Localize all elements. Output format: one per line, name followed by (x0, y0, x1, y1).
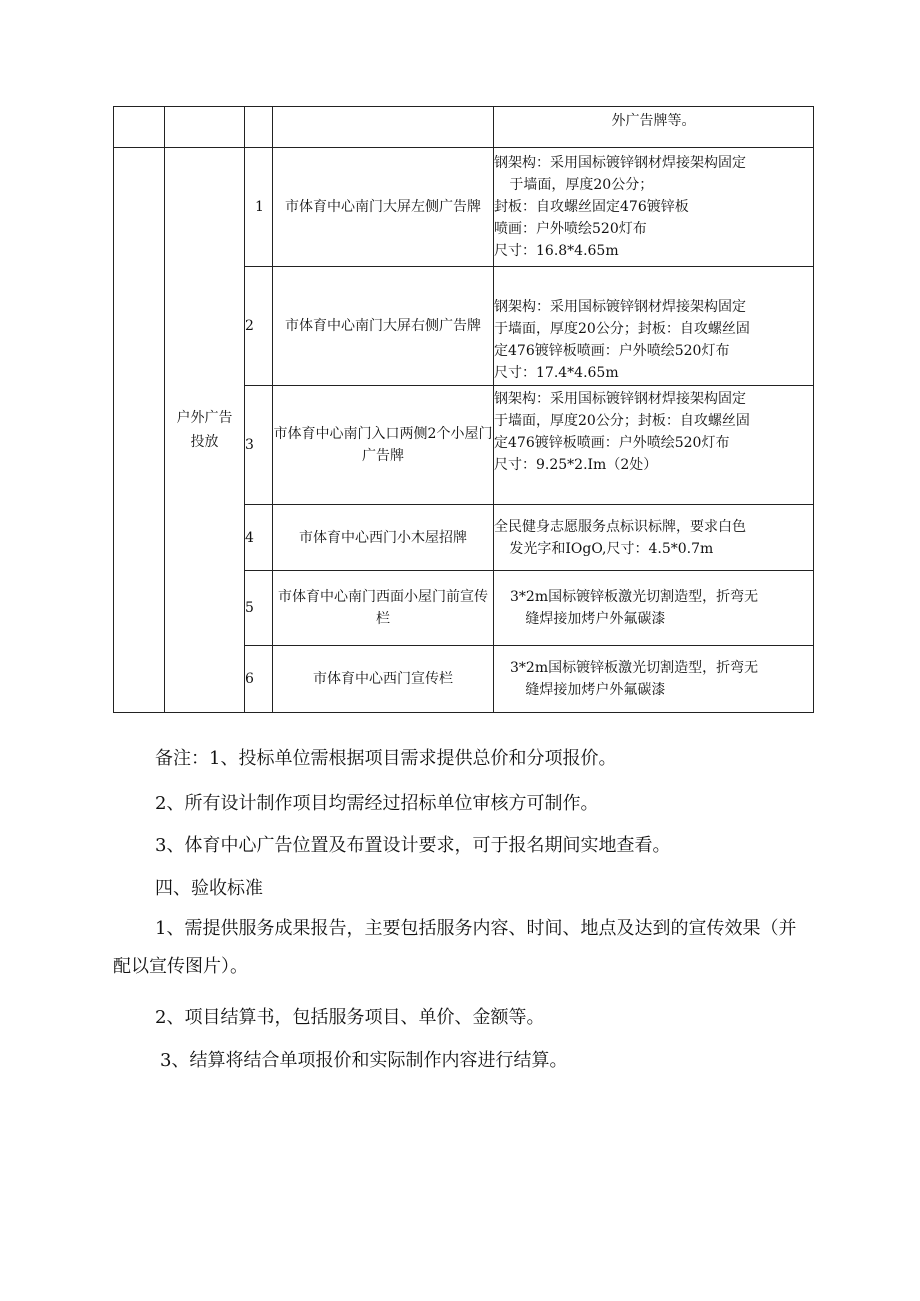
cell-continuation-desc: 外广告牌等。 (494, 107, 814, 148)
table-row-continuation (114, 107, 814, 148)
cell-empty-num (245, 107, 273, 148)
desc-line: 于墙面，厚度20公分；封板：自攻螺丝固 (494, 321, 750, 337)
cell-empty-category (165, 107, 245, 148)
cell-desc (494, 386, 814, 505)
cell-name: 市体育中心南门西面小屋门前宣传栏 (273, 571, 494, 646)
desc-line: 缝焊接加烤户外氟碳漆 (525, 682, 666, 698)
desc-line: 发光字和IOgO,尺寸：4.5*0.7m (509, 540, 714, 557)
cell-desc (494, 571, 814, 646)
cell-desc (494, 148, 814, 267)
desc-line: 于墙面，厚度20公分；封板：自攻螺丝固 (494, 413, 750, 429)
cell-name: 市体育中心南门入口两侧2个小屋门广告牌 (273, 386, 494, 505)
desc-line: 喷画：户外喷绘520灯布 (494, 221, 647, 237)
desc-line: 尺寸：17.4*4.65m (494, 365, 619, 381)
desc-line: 钢架构：采用国标镀锌钢材焊接架构固定 (494, 391, 746, 407)
desc-line: 定476镀锌板喷画：户外喷绘520灯布 (494, 435, 730, 451)
category-label: 户外广告投放 (176, 410, 233, 450)
cell-num: 2 (245, 267, 273, 386)
remark-2: 2、所有设计制作项目均需经过招标单位审核方可制作。 (155, 793, 599, 814)
cell-index-empty (114, 148, 165, 713)
desc-line: 全民健身志愿服务点标识标牌，要求白色 (494, 518, 746, 535)
desc-line: 3*2m国标镀锌板激光切割造型，折弯无 (510, 589, 759, 605)
acceptance-item-2: 2、项目结算书，包括服务项目、单价、金额等。 (155, 1007, 545, 1028)
remark-3: 3、体育中心广告位置及布置设计要求，可于报名期间实地查看。 (155, 835, 671, 856)
desc-line: 缝焊接加烤户外氟碳漆 (525, 611, 666, 627)
desc-line: 定476镀锌板喷画：户外喷绘520灯布 (494, 343, 730, 359)
cell-category (165, 148, 245, 713)
cell-num: 3 (245, 386, 273, 505)
acceptance-item-1: 1、需提供服务成果报告，主要包括服务内容、时间、地点及达到的宣传效果（并配以宣传图片）。 (113, 918, 797, 977)
desc-line: 钢架构：采用国标镀锌钢材焊接架构固定 (494, 155, 746, 171)
desc-line: 尺寸：16.8*4.65m (494, 243, 619, 259)
cell-name: 市体育中心南门大屏右侧广告牌 (273, 267, 494, 386)
cell-desc (494, 646, 814, 713)
cell-num: 5 (245, 571, 273, 646)
table-row (114, 148, 814, 267)
cell-empty-name (273, 107, 494, 148)
cell-name: 市体育中心南门大屏左侧广告牌 (273, 148, 494, 267)
remark-1: 备注：1、投标单位需根据项目需求提供总价和分项报价。 (155, 748, 617, 769)
desc-line: 尺寸：9.25*2.Im（2处） (494, 457, 658, 473)
desc-line: 封板：自攻螺丝固定476镀锌板 (494, 199, 689, 215)
cell-desc (494, 267, 814, 386)
cell-num: 4 (245, 505, 273, 571)
cell-empty-index (114, 107, 165, 148)
ad-spec-table (113, 106, 814, 713)
section-title: 四、验收标准 (155, 878, 263, 899)
desc-line: 钢架构：采用国标镀锌钢材焊接架构固定 (494, 299, 746, 315)
desc-line: 于墙面，厚度20公分； (509, 177, 654, 193)
cell-desc (494, 505, 814, 571)
desc-line: 3*2m国标镀锌板激光切割造型，折弯无 (510, 660, 759, 676)
cell-num: 1 (245, 148, 273, 267)
cell-num: 6 (245, 646, 273, 713)
cell-name: 市体育中心西门小木屋招牌 (273, 505, 494, 571)
acceptance-item-3: 3、结算将结合单项报价和实际制作内容进行结算。 (160, 1050, 568, 1071)
cell-name: 市体育中心西门宣传栏 (273, 646, 494, 713)
